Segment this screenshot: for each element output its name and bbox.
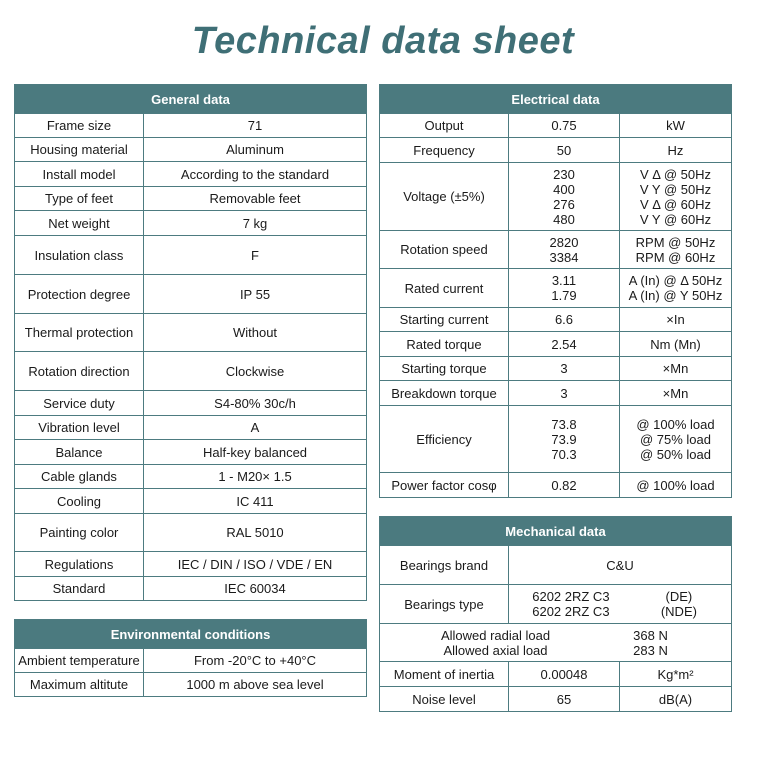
row-value: From -20°C to +40°C xyxy=(144,649,367,673)
row-unit: ×Mn xyxy=(620,381,732,406)
table-row xyxy=(380,406,732,473)
general-data-header: General data xyxy=(15,85,367,114)
row-value: 2.54 xyxy=(509,332,620,357)
table-row xyxy=(15,577,367,601)
row-label: Vibration level xyxy=(15,416,144,440)
table-row xyxy=(15,236,367,275)
electrical-data-table xyxy=(379,84,732,498)
noise-value: 65 xyxy=(509,687,620,712)
row-label: Service duty xyxy=(15,391,144,416)
table-row xyxy=(15,138,367,162)
table-row xyxy=(15,275,367,314)
table-row xyxy=(380,624,732,662)
table-row xyxy=(380,332,732,357)
row-label: Rated torque xyxy=(380,332,509,357)
row-value: RAL 5010 xyxy=(144,514,367,552)
row-label: Breakdown torque xyxy=(380,381,509,406)
table-row xyxy=(15,552,367,577)
table-row xyxy=(15,465,367,489)
table-row xyxy=(380,308,732,332)
table-row xyxy=(15,649,367,673)
row-value: S4-80% 30c/h xyxy=(144,391,367,416)
page-title: Technical data sheet xyxy=(191,20,575,62)
row-value: Aluminum xyxy=(144,138,367,162)
row-label: Painting color xyxy=(15,514,144,552)
row-label: Voltage (±5%) xyxy=(380,163,509,231)
noise-unit: dB(A) xyxy=(620,687,732,712)
row-label: Cable glands xyxy=(15,465,144,489)
allowed-load-labels: Allowed radial load Allowed axial load xyxy=(440,627,551,658)
row-label: Housing material xyxy=(15,138,144,162)
row-value: 3.11 1.79 xyxy=(509,269,620,308)
table-row xyxy=(380,662,732,687)
row-unit: @ 100% load @ 75% load @ 50% load xyxy=(620,406,732,473)
row-value: 2820 3384 xyxy=(509,231,620,269)
row-value: According to the standard xyxy=(144,162,367,187)
table-row xyxy=(15,673,367,697)
row-value: 0.75 xyxy=(509,114,620,138)
inertia-unit: Kg*m² xyxy=(620,662,732,687)
mechanical-data-table xyxy=(379,516,732,712)
row-value: 7 kg xyxy=(144,211,367,236)
row-unit: ×Mn xyxy=(620,357,732,381)
bearings-brand-value: C&U xyxy=(509,546,732,585)
row-unit: V Δ @ 50Hz V Y @ 50Hz V Δ @ 60Hz V Y @ 60Hz xyxy=(620,163,732,231)
row-value: Clockwise xyxy=(144,352,367,391)
row-value: F xyxy=(144,236,367,275)
table-row xyxy=(380,357,732,381)
table-row xyxy=(380,381,732,406)
table-row xyxy=(15,114,367,138)
table-row xyxy=(15,489,367,514)
row-label: Insulation class xyxy=(15,236,144,275)
row-value: IEC 60034 xyxy=(144,577,367,601)
row-unit: RPM @ 50Hz RPM @ 60Hz xyxy=(620,231,732,269)
table-row xyxy=(15,416,367,440)
table-row xyxy=(380,546,732,585)
row-label: Output xyxy=(380,114,509,138)
row-label: Type of feet xyxy=(15,187,144,211)
row-label: Maximum altitute xyxy=(15,673,144,697)
row-label: Frequency xyxy=(380,138,509,163)
row-unit: kW xyxy=(620,114,732,138)
bearings-brand-label: Bearings brand xyxy=(380,546,509,585)
table-row xyxy=(380,163,732,231)
table-row xyxy=(380,687,732,712)
row-label: Frame size xyxy=(15,114,144,138)
electrical-data-header: Electrical data xyxy=(380,85,732,114)
row-unit: Nm (Mn) xyxy=(620,332,732,357)
row-value: 3 xyxy=(509,357,620,381)
row-value: A xyxy=(144,416,367,440)
bearings-type-position: (DE) (NDE) xyxy=(660,589,697,619)
row-label: Protection degree xyxy=(15,275,144,314)
inertia-label: Moment of inertia xyxy=(380,662,509,687)
row-unit: ×In xyxy=(620,308,732,332)
row-label: Starting current xyxy=(380,308,509,332)
row-unit: A (In) @ Δ 50Hz A (In) @ Y 50Hz xyxy=(620,269,732,308)
table-row xyxy=(380,473,732,498)
row-label: Ambient temperature xyxy=(15,649,144,673)
row-label: Rotation speed xyxy=(380,231,509,269)
row-label: Net weight xyxy=(15,211,144,236)
row-label: Regulations xyxy=(15,552,144,577)
bearings-type-cell xyxy=(509,585,732,624)
row-value: 71 xyxy=(144,114,367,138)
table-row xyxy=(15,514,367,552)
row-value: Removable feet xyxy=(144,187,367,211)
row-label: Rated current xyxy=(380,269,509,308)
row-label: Power factor cosφ xyxy=(380,473,509,498)
row-value: 230 400 276 480 xyxy=(509,163,620,231)
row-value: 6.6 xyxy=(509,308,620,332)
table-row xyxy=(15,187,367,211)
table-row xyxy=(380,585,732,624)
inertia-value: 0.00048 xyxy=(509,662,620,687)
row-label: Starting torque xyxy=(380,357,509,381)
row-label: Rotation direction xyxy=(15,352,144,391)
row-value: IC 411 xyxy=(144,489,367,514)
table-row xyxy=(15,314,367,352)
table-row xyxy=(15,440,367,465)
row-value: 50 xyxy=(509,138,620,163)
row-label: Thermal protection xyxy=(15,314,144,352)
table-row xyxy=(15,211,367,236)
row-unit: @ 100% load xyxy=(620,473,732,498)
table-row xyxy=(380,114,732,138)
row-value: Without xyxy=(144,314,367,352)
environmental-conditions-table xyxy=(14,619,367,697)
row-label: Standard xyxy=(15,577,144,601)
row-value: 1000 m above sea level xyxy=(144,673,367,697)
general-data-table xyxy=(14,84,367,601)
row-value: IP 55 xyxy=(144,275,367,314)
allowed-load-cell xyxy=(380,624,732,662)
row-unit: Hz xyxy=(620,138,732,163)
table-row xyxy=(15,162,367,187)
row-label: Balance xyxy=(15,440,144,465)
noise-label: Noise level xyxy=(380,687,509,712)
mechanical-data-header: Mechanical data xyxy=(380,517,732,546)
bearings-type-label: Bearings type xyxy=(380,585,509,624)
table-row xyxy=(15,391,367,416)
table-row xyxy=(380,138,732,163)
row-value: 3 xyxy=(509,381,620,406)
bearings-type-value: 6202 2RZ C3 6202 2RZ C3 xyxy=(532,589,610,619)
row-value: 0.82 xyxy=(509,473,620,498)
table-row xyxy=(380,269,732,308)
allowed-load-values: 368 N 283 N xyxy=(633,627,668,658)
row-label: Install model xyxy=(15,162,144,187)
row-value: IEC / DIN / ISO / VDE / EN xyxy=(144,552,367,577)
environmental-conditions-header: Environmental conditions xyxy=(15,620,367,649)
row-label: Cooling xyxy=(15,489,144,514)
row-value: Half-key balanced xyxy=(144,440,367,465)
table-row xyxy=(380,231,732,269)
row-value: 1 - M20× 1.5 xyxy=(144,465,367,489)
row-value: 73.8 73.9 70.3 xyxy=(509,406,620,473)
row-label: Efficiency xyxy=(380,406,509,473)
table-row xyxy=(15,352,367,391)
